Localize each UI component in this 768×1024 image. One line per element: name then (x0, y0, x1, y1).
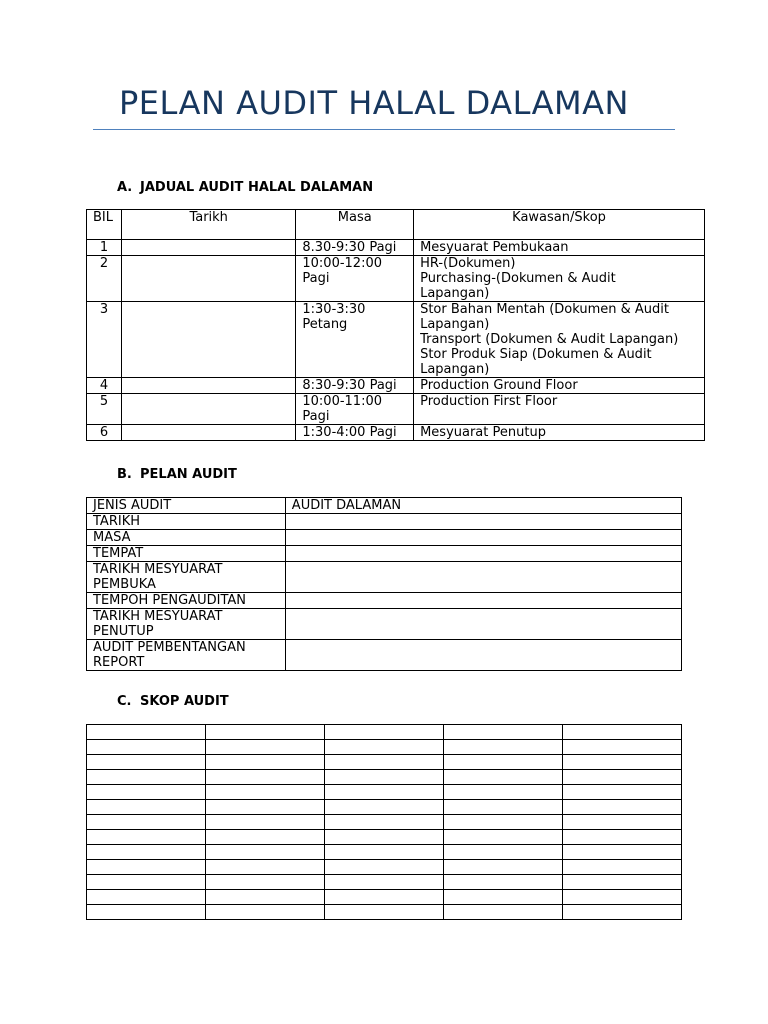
table-row (87, 546, 682, 562)
scope-line: Stor Produk Siap (Dokumen & Audit (420, 347, 652, 362)
cell-tarikh (121, 302, 295, 378)
cell-empty (325, 770, 444, 785)
table-row (87, 498, 682, 514)
cell-empty (206, 755, 325, 770)
cell-empty (206, 740, 325, 755)
scope-line: Purchasing-(Dokumen & Audit (420, 271, 616, 286)
col-header-tarikh: Tarikh (121, 210, 295, 240)
cell-empty (444, 800, 563, 815)
scope-line: Mesyuarat Pembukaan (420, 240, 569, 255)
cell-empty (87, 740, 206, 755)
table-row (87, 800, 682, 815)
table-row (87, 875, 682, 890)
cell-label: AUDIT PEMBENTANGAN REPORT (87, 640, 286, 671)
cell-empty (206, 785, 325, 800)
scope-line: Lapangan) (420, 286, 490, 301)
cell-empty (563, 800, 682, 815)
scope-line: Stor Bahan Mentah (Dokumen & Audit (420, 302, 670, 317)
cell-empty (563, 815, 682, 830)
cell-value (285, 514, 681, 530)
cell-empty (444, 815, 563, 830)
cell-empty (444, 785, 563, 800)
table-row (87, 240, 705, 256)
cell-tarikh (121, 394, 295, 425)
section-b-title: PELAN AUDIT (140, 467, 237, 482)
table-row (87, 785, 682, 800)
cell-empty (206, 875, 325, 890)
cell-masa: 1:30-4:00 Pagi (296, 425, 414, 441)
cell-empty (325, 785, 444, 800)
col-header-masa: Masa (296, 210, 414, 240)
cell-empty (444, 905, 563, 920)
cell-empty (206, 890, 325, 905)
table-header-row (87, 210, 705, 240)
cell-empty (87, 815, 206, 830)
section-c-heading (117, 694, 229, 709)
table-row (87, 425, 705, 441)
cell-empty (206, 770, 325, 785)
col-header-bil: BIL (87, 210, 122, 240)
cell-empty (206, 905, 325, 920)
cell-empty (563, 725, 682, 740)
cell-label: JENIS AUDIT (87, 498, 286, 514)
cell-empty (87, 860, 206, 875)
cell-empty (325, 755, 444, 770)
cell-empty (206, 800, 325, 815)
table-row (87, 755, 682, 770)
table-row (87, 815, 682, 830)
cell-empty (444, 770, 563, 785)
cell-kawasan (414, 425, 705, 441)
cell-empty (563, 785, 682, 800)
section-b-heading (117, 467, 237, 482)
table-row (87, 725, 682, 740)
cell-empty (325, 830, 444, 845)
scope-line: Mesyuarat Penutup (420, 425, 546, 440)
table-row (87, 609, 682, 640)
table-row (87, 860, 682, 875)
cell-masa: 1:30-3:30 Petang (296, 302, 414, 378)
cell-label: MASA (87, 530, 286, 546)
cell-empty (444, 725, 563, 740)
section-b-letter: B. (117, 467, 132, 482)
cell-bil: 4 (87, 378, 122, 394)
table-row (87, 302, 705, 378)
cell-empty (444, 830, 563, 845)
cell-masa: 10:00-11:00 Pagi (296, 394, 414, 425)
cell-empty (563, 830, 682, 845)
audit-plan-table (86, 497, 682, 671)
page-title: PELAN AUDIT HALAL DALAMAN (119, 84, 629, 122)
cell-bil: 2 (87, 256, 122, 302)
cell-empty (87, 875, 206, 890)
cell-bil: 1 (87, 240, 122, 256)
cell-empty (563, 845, 682, 860)
cell-empty (325, 740, 444, 755)
cell-empty (206, 725, 325, 740)
cell-empty (206, 845, 325, 860)
cell-kawasan (414, 394, 705, 425)
cell-empty (444, 740, 563, 755)
section-a-heading (117, 180, 373, 195)
cell-empty (563, 770, 682, 785)
cell-kawasan (414, 378, 705, 394)
cell-bil: 5 (87, 394, 122, 425)
scope-line: Production Ground Floor (420, 378, 578, 393)
cell-tarikh (121, 240, 295, 256)
cell-empty (563, 875, 682, 890)
cell-kawasan (414, 302, 705, 378)
table-row (87, 830, 682, 845)
cell-empty (87, 725, 206, 740)
scope-line: Transport (Dokumen & Audit Lapangan) (420, 332, 679, 347)
table-row (87, 905, 682, 920)
col-header-kawasan: Kawasan/Skop (414, 210, 705, 240)
cell-empty (325, 905, 444, 920)
cell-empty (325, 860, 444, 875)
table-row (87, 530, 682, 546)
cell-empty (87, 830, 206, 845)
table-row (87, 394, 705, 425)
audit-schedule-table (86, 209, 705, 441)
cell-empty (206, 860, 325, 875)
scope-line: Production First Floor (420, 394, 558, 409)
cell-empty (87, 905, 206, 920)
table-row (87, 593, 682, 609)
cell-label: TARIKH MESYUARAT PENUTUP (87, 609, 286, 640)
cell-empty (325, 875, 444, 890)
cell-empty (444, 890, 563, 905)
cell-empty (444, 875, 563, 890)
cell-empty (87, 845, 206, 860)
table-row (87, 378, 705, 394)
cell-bil: 6 (87, 425, 122, 441)
table-row (87, 514, 682, 530)
cell-label: TEMPOH PENGAUDITAN (87, 593, 286, 609)
cell-label: TARIKH MESYUARAT PEMBUKA (87, 562, 286, 593)
cell-label: TEMPAT (87, 546, 286, 562)
cell-value (285, 593, 681, 609)
section-a-letter: A. (117, 180, 133, 195)
table-row (87, 890, 682, 905)
cell-empty (87, 755, 206, 770)
cell-tarikh (121, 378, 295, 394)
cell-bil: 3 (87, 302, 122, 378)
title-underline (93, 129, 675, 130)
cell-empty (325, 800, 444, 815)
cell-value (285, 530, 681, 546)
cell-empty (325, 725, 444, 740)
cell-value (285, 609, 681, 640)
cell-value: AUDIT DALAMAN (285, 498, 681, 514)
cell-empty (444, 755, 563, 770)
cell-empty (444, 845, 563, 860)
cell-empty (87, 770, 206, 785)
cell-empty (87, 890, 206, 905)
cell-masa: 10:00-12:00 Pagi (296, 256, 414, 302)
cell-tarikh (121, 425, 295, 441)
cell-empty (206, 815, 325, 830)
table-row (87, 640, 682, 671)
cell-empty (87, 800, 206, 815)
cell-empty (444, 860, 563, 875)
cell-value (285, 562, 681, 593)
table-row (87, 562, 682, 593)
table-row (87, 770, 682, 785)
cell-empty (563, 890, 682, 905)
table-row (87, 256, 705, 302)
cell-empty (325, 845, 444, 860)
cell-empty (206, 830, 325, 845)
section-c-letter: C. (117, 694, 132, 709)
cell-masa: 8.30-9:30 Pagi (296, 240, 414, 256)
section-a-title: JADUAL AUDIT HALAL DALAMAN (140, 180, 374, 195)
cell-kawasan (414, 240, 705, 256)
cell-value (285, 546, 681, 562)
cell-label: TARIKH (87, 514, 286, 530)
cell-empty (563, 755, 682, 770)
table-row (87, 740, 682, 755)
cell-empty (563, 905, 682, 920)
audit-scope-table (86, 724, 682, 920)
cell-empty (325, 890, 444, 905)
scope-line: Lapangan) (420, 362, 490, 377)
cell-masa: 8:30-9:30 Pagi (296, 378, 414, 394)
section-c-title: SKOP AUDIT (140, 694, 229, 709)
cell-empty (563, 860, 682, 875)
cell-empty (325, 815, 444, 830)
table-row (87, 845, 682, 860)
scope-line: HR-(Dokumen) (420, 256, 516, 271)
cell-empty (563, 740, 682, 755)
cell-tarikh (121, 256, 295, 302)
scope-line: Lapangan) (420, 317, 490, 332)
cell-empty (87, 785, 206, 800)
cell-value (285, 640, 681, 671)
cell-kawasan (414, 256, 705, 302)
